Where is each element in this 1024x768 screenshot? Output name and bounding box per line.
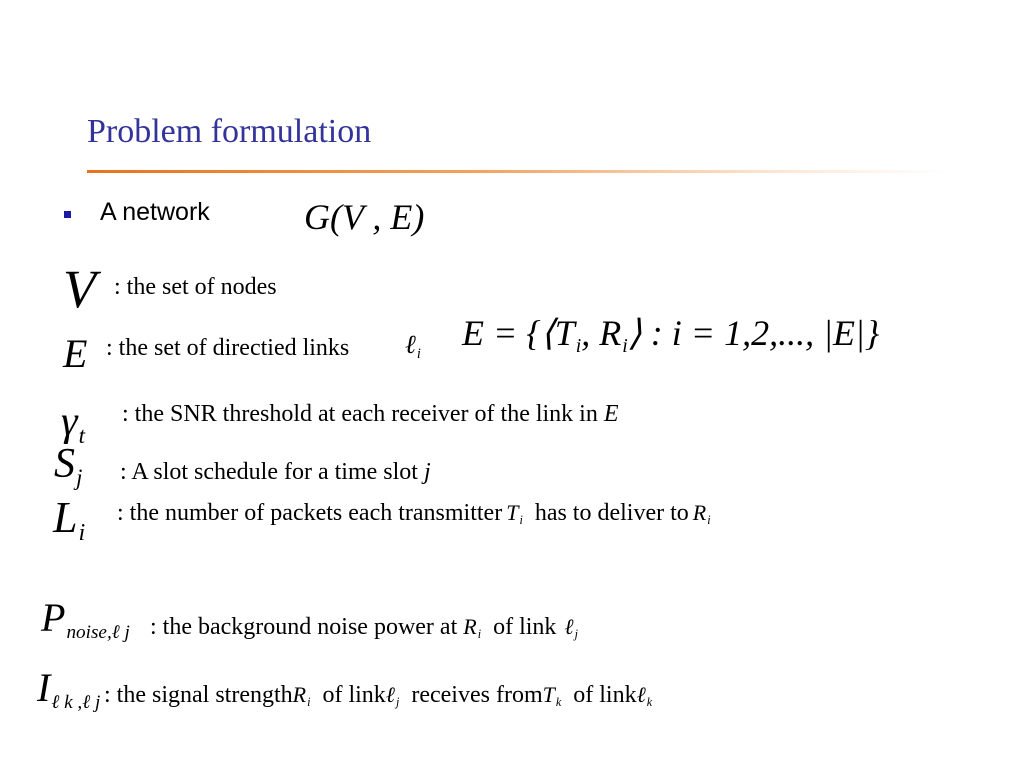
def-gamma-text: : the SNR threshold at each receiver of the link in E xyxy=(122,401,619,427)
bullet-text: A network xyxy=(100,198,210,226)
network-formula: G(V , E) xyxy=(304,197,425,237)
symbol-l-i: Li xyxy=(53,493,86,547)
symbol-e: E xyxy=(63,331,88,376)
symbol-gamma-t: γt xyxy=(61,399,85,449)
def-i-text: : the signal strengthRi of linkℓj receives fromTk of linkℓk xyxy=(104,682,653,710)
bullet-square-icon xyxy=(64,211,71,218)
def-e-text: : the set of directied links xyxy=(106,335,350,361)
symbol-i-interference: Iℓ k ,ℓ j xyxy=(37,665,101,713)
def-l-text: : the number of packets each transmitter Ti has to deliver to Ri xyxy=(117,500,711,528)
slide-title: Problem formulation xyxy=(87,113,372,150)
def-s-text: : A slot schedule for a time slot j xyxy=(120,459,431,485)
title-underline xyxy=(87,170,947,173)
def-p-text: : the background noise power at Ri of link ℓj xyxy=(150,614,578,642)
link-symbol: ℓi xyxy=(405,330,421,362)
symbol-s-j: Sj xyxy=(54,441,83,491)
symbol-v: V xyxy=(63,259,96,319)
symbol-p-noise: Pnoise,ℓ j xyxy=(41,595,130,643)
edge-set-formula: E = {⟨Ti, Ri⟩ : i = 1,2,..., |E|} xyxy=(462,313,880,357)
def-v-text: : the set of nodes xyxy=(114,274,277,300)
